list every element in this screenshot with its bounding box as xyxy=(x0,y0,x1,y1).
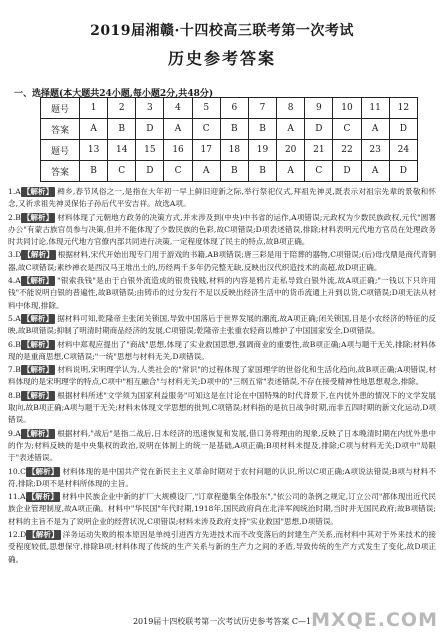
answer-cell: D xyxy=(333,161,361,182)
explanation-item xyxy=(8,529,436,566)
explanation-text: 材料中郑观应提出了"商战"思想,体现了实业救国思想,强调商业的重要性,故B项正确;A项与题干无关,排除;材料体现的是重商思想,C项错误;"一统"思想与材料无关,D项错误。 xyxy=(8,339,436,361)
answer-cell: D xyxy=(389,161,417,182)
analysis-tag: 【解析】 xyxy=(22,187,54,196)
explanation-item xyxy=(8,491,436,528)
row-label-number: 题号 xyxy=(41,140,80,161)
answer-cell: A xyxy=(164,119,192,140)
explanation-item xyxy=(8,212,436,249)
answer-cell: A xyxy=(277,161,305,182)
question-number-cell: 17 xyxy=(192,140,220,161)
analysis-tag: 【解析】 xyxy=(22,390,54,400)
analysis-tag: 【解析】 xyxy=(23,250,54,260)
row-label-answer: 答案 xyxy=(41,119,80,140)
explanation-text: 材料说明,宋明理学认为,人类社会的"常识"的过程体现了家国理学的世俗化和生活化趋向,故B项正确;A项错误,材料体现的是宋明理学的特点,C项中"相互融合"与材料无关;D项中的"三纲五常"表述错误,不存在接受精神性地思想观念,排除。 xyxy=(8,365,436,387)
explanation-number: 8.B xyxy=(8,390,21,400)
answer-cell: D xyxy=(136,161,164,182)
explanation-number: 11.A xyxy=(8,492,26,502)
explanation-number: 3.D xyxy=(8,250,22,260)
analysis-tag: 【解析】 xyxy=(27,492,58,502)
answer-cell: D xyxy=(305,119,333,140)
answer-table-number-row xyxy=(41,98,418,119)
analysis-tag: 【解析】 xyxy=(22,428,54,438)
answer-cell: C xyxy=(192,119,220,140)
explanation-number: 5.A xyxy=(8,313,21,323)
question-number-cell: 9 xyxy=(305,98,333,119)
question-number-cell: 12 xyxy=(389,98,417,119)
analysis-tag: 【解析】 xyxy=(28,530,59,540)
question-number-cell: 3 xyxy=(136,98,164,119)
analysis-tag: 【解析】 xyxy=(22,365,54,375)
explanation-number: 9.A xyxy=(8,428,21,438)
answer-cell: A xyxy=(361,161,389,182)
explanation-number: 12.D xyxy=(8,530,27,540)
answer-cell: A xyxy=(277,119,305,140)
explanation-item xyxy=(8,186,436,211)
answer-cell: C xyxy=(305,161,333,182)
question-number-cell: 14 xyxy=(108,140,136,161)
explanation-item xyxy=(8,364,436,389)
section-title: 一、选择题(本大题共24小题,每小题2分,共48分) xyxy=(14,89,214,99)
answer-table-number-row xyxy=(41,140,418,161)
explanation-item xyxy=(8,428,436,465)
explanation-text: 根据材料,宋代开始出现专门用于游戏的书籍,AB项错误;唐三彩是用于陪葬的器物,C项错误;(后)母戊鼎是商代青铜器,故C项错误;素纱禅衣是西汉马王堆出土的,历经两千多年仍完整无缺,反映出汉代织造技术的高超,故D项正确。 xyxy=(8,250,436,272)
question-number-cell: 21 xyxy=(305,140,333,161)
page-footer: 2019届十四校联考第一次考试历史参考答案 C—1 xyxy=(132,617,312,626)
question-number-cell: 10 xyxy=(333,98,361,119)
analysis-tag: 【解析】 xyxy=(22,276,54,286)
question-number-cell: 4 xyxy=(164,98,192,119)
answer-cell: B xyxy=(220,119,248,140)
answer-cell: A xyxy=(192,161,220,182)
question-number-cell: 5 xyxy=(192,98,220,119)
explanation-number: 1.A xyxy=(8,187,21,196)
watermark-logo: MXQE.COM xyxy=(311,609,438,631)
question-number-cell: 18 xyxy=(220,140,248,161)
answer-cell: A xyxy=(80,119,108,140)
explanation-number: 4.A xyxy=(8,276,21,286)
question-number-cell: 24 xyxy=(389,140,417,161)
row-label-number: 题号 xyxy=(41,98,80,119)
answer-cell: B xyxy=(248,161,276,182)
explanation-text: 据材料可知,乾隆帝主张闭关锁国,导致中国落后于世界发展的潮流,故A项正确;闭关锁国,目是小农经济的特征的反映,故B项错误;抑制了明清时期商品经济的发展,C项错误;乾隆帝主张重农轻商以维护了中国国家安全,D项错误。 xyxy=(8,313,436,336)
question-number-cell: 7 xyxy=(248,98,276,119)
question-number-cell: 13 xyxy=(80,140,108,161)
explanation-number: 10.C xyxy=(8,466,26,476)
explanation-text: 根据材料,"战后"是指二战后,日本经济的迅速恢复和发展,借口务将理由的现象,反映了日本晚清时期在内忧外患中的作为;材料反映的是中央集权的政治,说明在体制上的统一是基础,A项正确;B项材料未提及,排除;C项与材料无关;D项中"局限于"表述错误。 xyxy=(8,428,436,463)
answer-cell: D xyxy=(136,119,164,140)
answer-cell: C xyxy=(108,161,136,182)
explanation-item xyxy=(8,339,436,364)
analysis-tag: 【解析】 xyxy=(22,313,54,323)
answer-cell: B xyxy=(80,161,108,182)
analysis-tag: 【解析】 xyxy=(22,212,54,222)
answer-cell: B xyxy=(220,161,248,182)
explanation-item xyxy=(8,313,436,338)
explanation-number: 7.B xyxy=(8,365,21,375)
answer-table xyxy=(40,97,418,182)
question-number-cell: 11 xyxy=(361,98,389,119)
answer-cell: C xyxy=(164,161,192,182)
question-number-cell: 2 xyxy=(108,98,136,119)
explanation-text: 材料中民族企业中新的扩厂大规模设厂,"订章程邀集全体股东","依公司的条例之规定,订立公司"都体现出近代民族企业管理制度,故A项正确。材料中"华民国"年代时期,1918年,国民政府尚在北洋军阀统治时期,当时并无国民政府;故B项错误;材料的主旨不是为了说明企业的经营状况,C项错误;材料未涉及政府支持"实业救国"思想,D项错误。 xyxy=(8,492,436,526)
analysis-tag: 【解析】 xyxy=(22,339,54,349)
question-number-cell: 8 xyxy=(277,98,305,119)
document-title: 2019届湘赣·十四校高三联考第一次考试 xyxy=(90,23,354,39)
answer-cell: B xyxy=(108,119,136,140)
answer-cell: C xyxy=(333,119,361,140)
explanation-item xyxy=(8,249,436,274)
document-subtitle: 历史参考答案 xyxy=(167,49,276,68)
explanation-text: 材料体现的是中国共产党在新民主主义革命时期对于农村问题的认识,所以C项正确;A项说法错误;B项与材料不符,排除;D项不是材料所体现的主旨。 xyxy=(8,466,436,488)
explanation-text: 稗乡,春节风俗之一,是指在大年初一早上鲜旧迎新之际,举行祭祀仪式,拜祖先神灵,既表示对祖宗先辈的景敬和怀念,又祈求祖先神灵保佑子孙后代平安吉祥。故选A项。 xyxy=(8,187,436,209)
explanation-item xyxy=(8,390,436,427)
explanation-text: 洋务运动失败的根本原因是单纯引进西方先进技术而不改变落后的封建生产关系,而材料中其对于外来技术的接受程度较低,思想保守,排除B项;材料体现了传统的生产关系与新的生产力之间的矛盾,导致传统的生产方式发生了变化,故D项正确。 xyxy=(8,530,436,564)
answer-cell: B xyxy=(248,119,276,140)
row-label-answer: 答案 xyxy=(41,161,80,182)
question-number-cell: 19 xyxy=(248,140,276,161)
answer-table-answer-row xyxy=(41,119,418,140)
answer-cell: A xyxy=(361,119,389,140)
question-number-cell: 16 xyxy=(164,140,192,161)
question-number-cell: 6 xyxy=(220,98,248,119)
explanation-number: 6.B xyxy=(8,339,21,349)
question-number-cell: 15 xyxy=(136,140,164,161)
explanation-text: 根据材料所述"文学须为国家利益服务"可知这是在讨论在中国特殊的时代背景下,在内忧外患的情况下的文学发展取向,故B项正确;A项与题干无关;材料未体现文学思想的批判,C项错误;材料指的是抗日战争时期,而非五四时期的新文化运动,D项错误。 xyxy=(8,390,436,425)
explanation-item xyxy=(8,466,436,491)
explanations-list xyxy=(8,186,436,567)
question-number-cell: 22 xyxy=(333,140,361,161)
answer-cell: D xyxy=(389,119,417,140)
explanation-item xyxy=(8,275,436,312)
explanation-number: 2.B xyxy=(8,212,21,222)
explanation-text: 材料体现了元朝地方政务的决策方式,并未涉及到(中央)中书省的运作,A项错误;元政权为少数民族政权,元代"圆署办公"有蒙古族官员参与决策,但并不能体现了少数民族的色彩,故C项错误;D项表述错误,排除;材料表明元代地方官员在处理政务时共同讨论,体现元代地方官僚内部共同进行决策,一定程度体现了民主的特点,故B项正确。 xyxy=(8,212,436,247)
question-number-cell: 23 xyxy=(361,140,389,161)
analysis-tag: 【解析】 xyxy=(27,466,59,476)
question-number-cell: 20 xyxy=(277,140,305,161)
explanation-text: "银索我钱"是由于白银外流造成的银贵钱贱,材料的内容是鸦片走私导致白银外流,故A项正确;"一钱以下只许用钱"不能说明白银的普遍性,故B项错误;由铸币的过分发行不足以反映出经济生活中的货币流通上升到以货,C项错误;D项无法从材料中体现,排除。 xyxy=(8,276,436,310)
question-number-cell: 1 xyxy=(80,98,108,119)
answer-table-answer-row xyxy=(41,161,418,182)
